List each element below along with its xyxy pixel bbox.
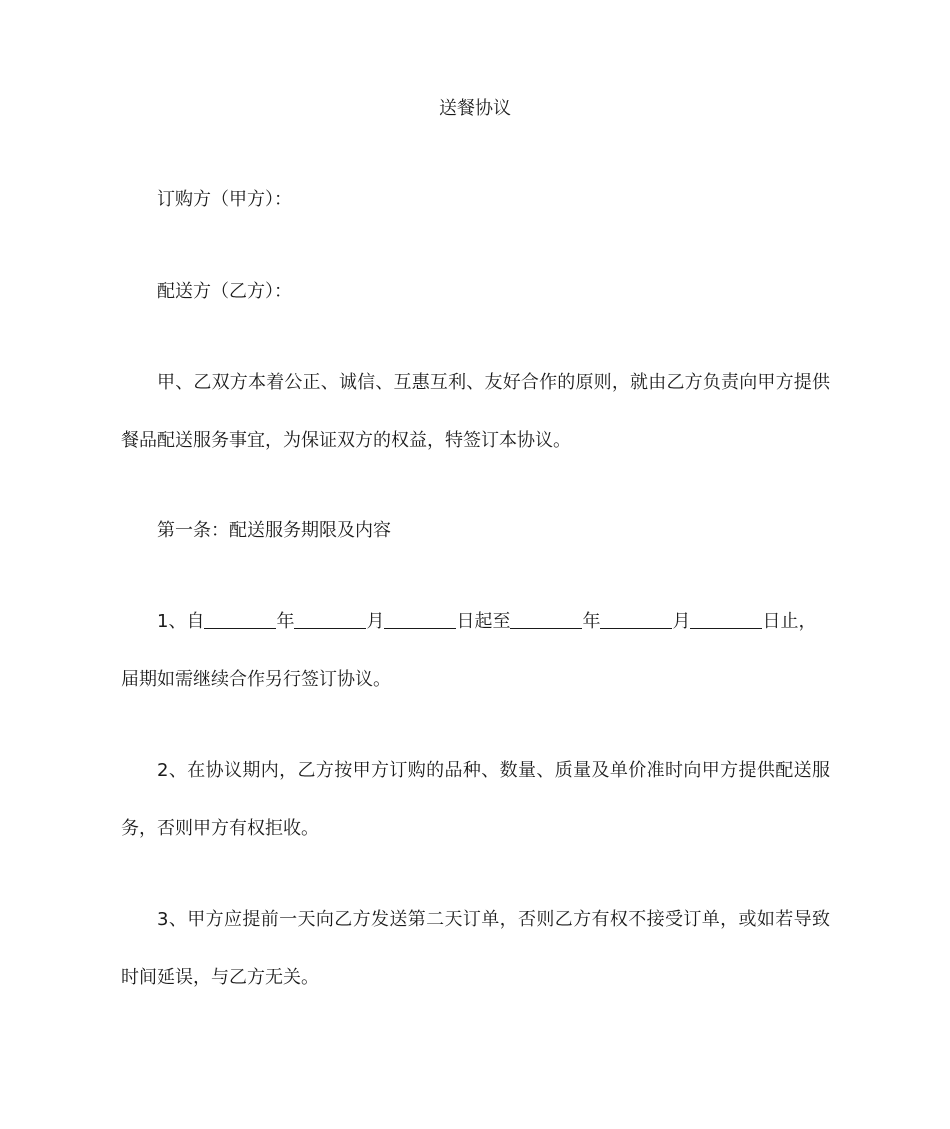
blank-to-month[interactable] [600, 610, 672, 629]
clause2-line-2: 务，否则甲方有权拒收。 [121, 818, 319, 839]
clause1-from-year: 年 [276, 611, 295, 632]
clause1-line-1 [157, 609, 816, 635]
intro-line-1: 甲、乙双方本着公正、诚信、互惠互利、友好合作的原则，就由乙方负责向甲方提供 [157, 372, 830, 393]
clause3-line-2: 时间延误，与乙方无关。 [121, 967, 319, 988]
blank-to-day[interactable] [690, 610, 762, 629]
clause1-to-year: 年 [582, 611, 601, 632]
blank-to-year[interactable] [510, 610, 582, 629]
blank-from-month[interactable] [294, 610, 366, 629]
clause1-to-month: 月 [672, 611, 691, 632]
blank-from-day[interactable] [384, 610, 456, 629]
clause1-from-day-to: 日起至 [456, 611, 511, 632]
clause1-prefix: 1、自 [157, 611, 205, 632]
article1-heading: 第一条：配送服务期限及内容 [157, 520, 391, 541]
clause1-line-2: 届期如需继续合作另行签订协议。 [121, 669, 391, 690]
clause1-from-month: 月 [366, 611, 385, 632]
clause3-line-1: 3、甲方应提前一天向乙方发送第二天订单，否则乙方有权不接受订单，或如若导致 [157, 909, 830, 930]
intro-line-2: 餐品配送服务事宜，为保证双方的权益，特签订本协议。 [121, 430, 571, 451]
buyer-label: 订购方（甲方）： [157, 189, 292, 210]
clause2-line-1: 2、在协议期内，乙方按甲方订购的品种、数量、质量及单价准时向甲方提供配送服 [157, 760, 830, 781]
clause1-to-day: 日止， [762, 611, 817, 632]
document-title: 送餐协议 [439, 98, 511, 119]
blank-from-year[interactable] [204, 610, 276, 629]
supplier-label: 配送方（乙方）： [157, 281, 292, 302]
